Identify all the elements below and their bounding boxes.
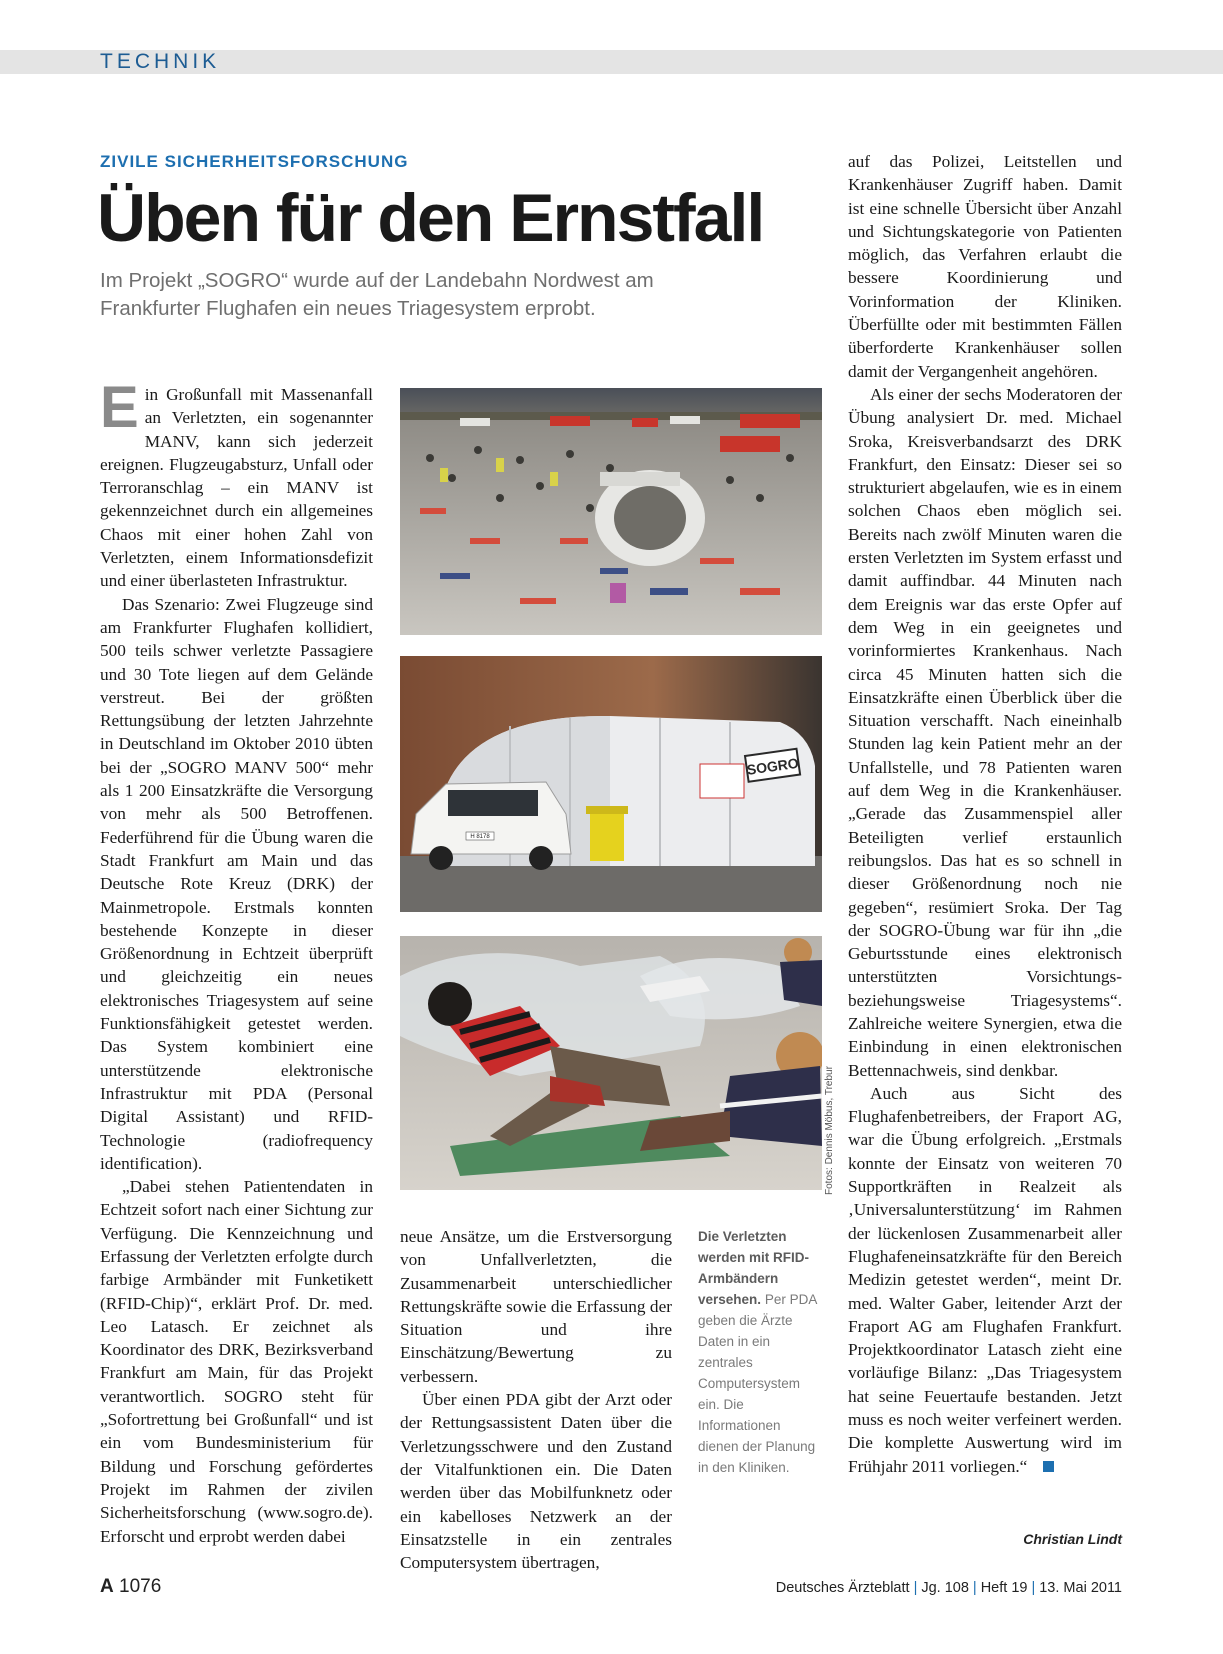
photo-crash-scene xyxy=(400,388,822,635)
article-kicker: ZIVILE SICHERHEITSFORSCHUNG xyxy=(100,152,409,171)
article-column-3 xyxy=(848,150,1122,1478)
photo-injured-graphic xyxy=(400,936,822,1190)
paragraph: „Dabei stehen Patientendaten in Echtzeit sofort nach einer Sichtung zur Verfügung. Die Kennzeichnung und Erfassung der Verletzten erfolgte durch farbige Armbänder mit Funketikett (RFID-Chip)“, erklärt Prof. Dr. med. Leo Latasch. Er zeichnet als Koordinator des DRK, Bezirksverband Frankfurt am Main, für das Projekt verantwortlich. SOGRO steht für „Sofortrettung bei Großunfall“ und ist ein vom Bundesministerium für Bildung und Forschung gefördertes Projekt im Rahmen der zivilen Sicherheitsforschung (www.sogro.de). Erforscht und erprobt werden dabei xyxy=(100,1177,373,1546)
article-title: Üben für den Ernstfall xyxy=(97,180,764,256)
paragraph-text: Auch aus Sicht des Flughafenbetreibers, der Fraport AG, war die Übung erfolgreich. „Erstmals konnte der Einsatz von weiteren 70 Supportkräften in Realzeit als ‚Universalunterstützung‘ im Rahmen der lückenlosen Zusammenarbeit aller Flughafeneinsatzkräfte für den Bereich Medizin getestet werden“, meint Dr. med. Walter Gaber, leitender Arzt der Fraport AG am Flughafen Frankfurt. Projektkoordinator Latasch zieht eine vorläufige Bilanz: „Das Triagesystem hat seine Feuertaufe bestanden. Jetzt muss es noch weiter verfeinert werden. Die komplette Auswertung wird im Frühjahr 2011 vorliegen.“ xyxy=(848,1083,1122,1476)
photo-credit xyxy=(824,1066,840,1195)
journal-footer xyxy=(700,1580,1122,1596)
paragraph: Als einer der sechs Moderatoren der Übung analysiert Dr. med. Michael Sroka, Kreisverbandsarzt des DRK Frankfurt, den Einsatz: Dieser sei so strukturiert abgelaufen, wie es in einem solchen Chaos eben möglich sei. Bereits nach zwölf Minuten waren die ersten Verletzten im System erfasst und damit auffindbar. 44 Minuten nach dem Ereignis war das erste Opfer auf dem Weg in ein geeignetes und vorinformiertes Krankenhaus. Nach circa 45 Minuten hatten sich die Einsatzkräfte einen Überblick über die Situation verschafft. Nach eineinhalb Stunden lag kein Patient mehr an der Unfallstelle, und 78 Patienten waren auf dem Weg in die Krankenhäuser. „Gerade das Zusammenspiel aller Beteiligten verlief erstaunlich reibungslos. Das hat es so schnell in dieser Größenordnung noch nie gegeben“, resümiert Sroka. Der Tag der SOGRO-Übung war für ihn „die Geburtsstunde eines elektronisch unterstützten Vorsichtungs- beziehungsweise Triagesystems“. Zahlreiche weitere Synergien, etwa die Einbindung in einen elektronischen Bettennachweis, sind denkbar. xyxy=(848,384,1122,1080)
journal-date: 13. Mai 2011 xyxy=(1039,1580,1122,1596)
footer-separator: | xyxy=(972,1580,977,1596)
journal-volume: Jg. 108 xyxy=(921,1580,969,1596)
section-label: TECHNIK xyxy=(100,50,221,73)
footer-separator: | xyxy=(913,1580,918,1596)
photo-injured-persons xyxy=(400,936,822,1190)
car-license-plate: H 8178 xyxy=(470,834,490,840)
footer-separator: | xyxy=(1031,1580,1036,1596)
photo-crash-scene-graphic xyxy=(400,388,822,635)
article-column-1 xyxy=(100,375,373,1548)
photo-tent-graphic xyxy=(400,656,822,912)
end-mark-icon xyxy=(1043,1461,1054,1472)
page-number-value: 1076 xyxy=(119,1576,162,1597)
page-number xyxy=(100,1576,161,1598)
journal-name: Deutsches Ärzteblatt xyxy=(775,1580,910,1596)
tent-sogro-sign: SOGRO xyxy=(745,754,800,778)
paragraph-text: in Großunfall mit Massenanfall an Verletzten, ein sogenannter MANV, kann sich jederzeit ereignen. Flugzeugabsturz, Unfall oder Terroranschlag – ein MANV ist gekennzeichnet durch ein allgemeines Chaos mit einer hohen Zahl von Verletzten, einem Informationsdefizit und einer überlasteten Infrastruktur. xyxy=(100,385,373,591)
paragraph: Über einen PDA gibt der Arzt oder der Rettungsassistent Daten über die Verletzungsschwere und den Zustand der Vitalfunktionen ein. Die Daten werden über das Mobilfunknetz oder ein kabelloses Netzwerk an der Einsatzstelle in ein zentrales Computersystem übertragen, xyxy=(400,1390,672,1573)
photo-caption xyxy=(698,1226,823,1478)
photo-credit-text: Fotos: Dennis Möbus, Trebur xyxy=(824,1066,835,1195)
journal-issue: Heft 19 xyxy=(980,1580,1028,1596)
caption-bold: Die Verletzten werden mit RFID-Armbändern versehen. xyxy=(698,1229,810,1307)
author-name: Christian Lindt xyxy=(1023,1531,1122,1547)
paragraph: neue Ansätze, um die Erstversorgung von Unfallverletzten, die Zusammenarbeit unterschiedlicher Rettungskräfte sowie die Erfassung der Situation und ihre Einschätzung/Bewertung zu verbessern. xyxy=(400,1227,672,1386)
drop-cap: E xyxy=(100,375,139,440)
page-prefix: A xyxy=(100,1576,114,1597)
paragraph xyxy=(848,1082,1122,1478)
paragraph xyxy=(100,375,373,593)
article-column-2 xyxy=(400,1225,672,1574)
paragraph: auf das Polizei, Leitstellen und Krankenhäuser Zugriff haben. Damit ist eine schnelle Übersicht über Anzahl und Sichtungskategorie von Patienten möglich, das Verfahren erlaubt die bessere Koordinierung und Vorinformation der Kliniken. Überfüllte oder mit bestimmten Fällen überforderte Krankenhäuser sollen damit der Vergangenheit angehören. xyxy=(848,152,1122,381)
paragraph: Das Szenario: Zwei Flugzeuge sind am Frankfurter Flughafen kollidiert, 500 teils schwer verletzte Passagiere und 30 Tote liegen auf dem Gelände verstreut. Bei der größten Rettungsübung der letzten Jahrzehnte in Deutschland im Oktober 2010 übten bei der „SOGRO MANV 500“ mehr als 1 200 Einsatzkräfte die Versorgung von mehr als 500 Betroffenen. Federführend für die Übung waren die Stadt Frankfurt am Main und das Deutsche Rote Kreuz (DRK) der Mainmetropole. Erstmals konnten bestehende Konzepte in dieser Größenordnung in Echtzeit überprüft und gleichzeitig ein neues elektronisches Triagesystem auf seine Funktionsfähigkeit getestet werden. Das System kombiniert eine unterstützende elektronische Infrastruktur mit PDA (Personal Digital Assistant) und RFID-Technologie (radiofrequency identification). xyxy=(100,594,373,1173)
caption-text: Per PDA geben die Ärzte Daten in ein zentrales Computersystem ein. Die Informationen dienen der Planung in den Kliniken. xyxy=(698,1292,817,1475)
article-lead: Im Projekt „SOGRO“ wurde auf der Landebahn Nordwest am Frankfurter Flughafen ein neues Triagesystem erprobt. xyxy=(100,269,654,320)
photo-tent xyxy=(400,656,822,912)
